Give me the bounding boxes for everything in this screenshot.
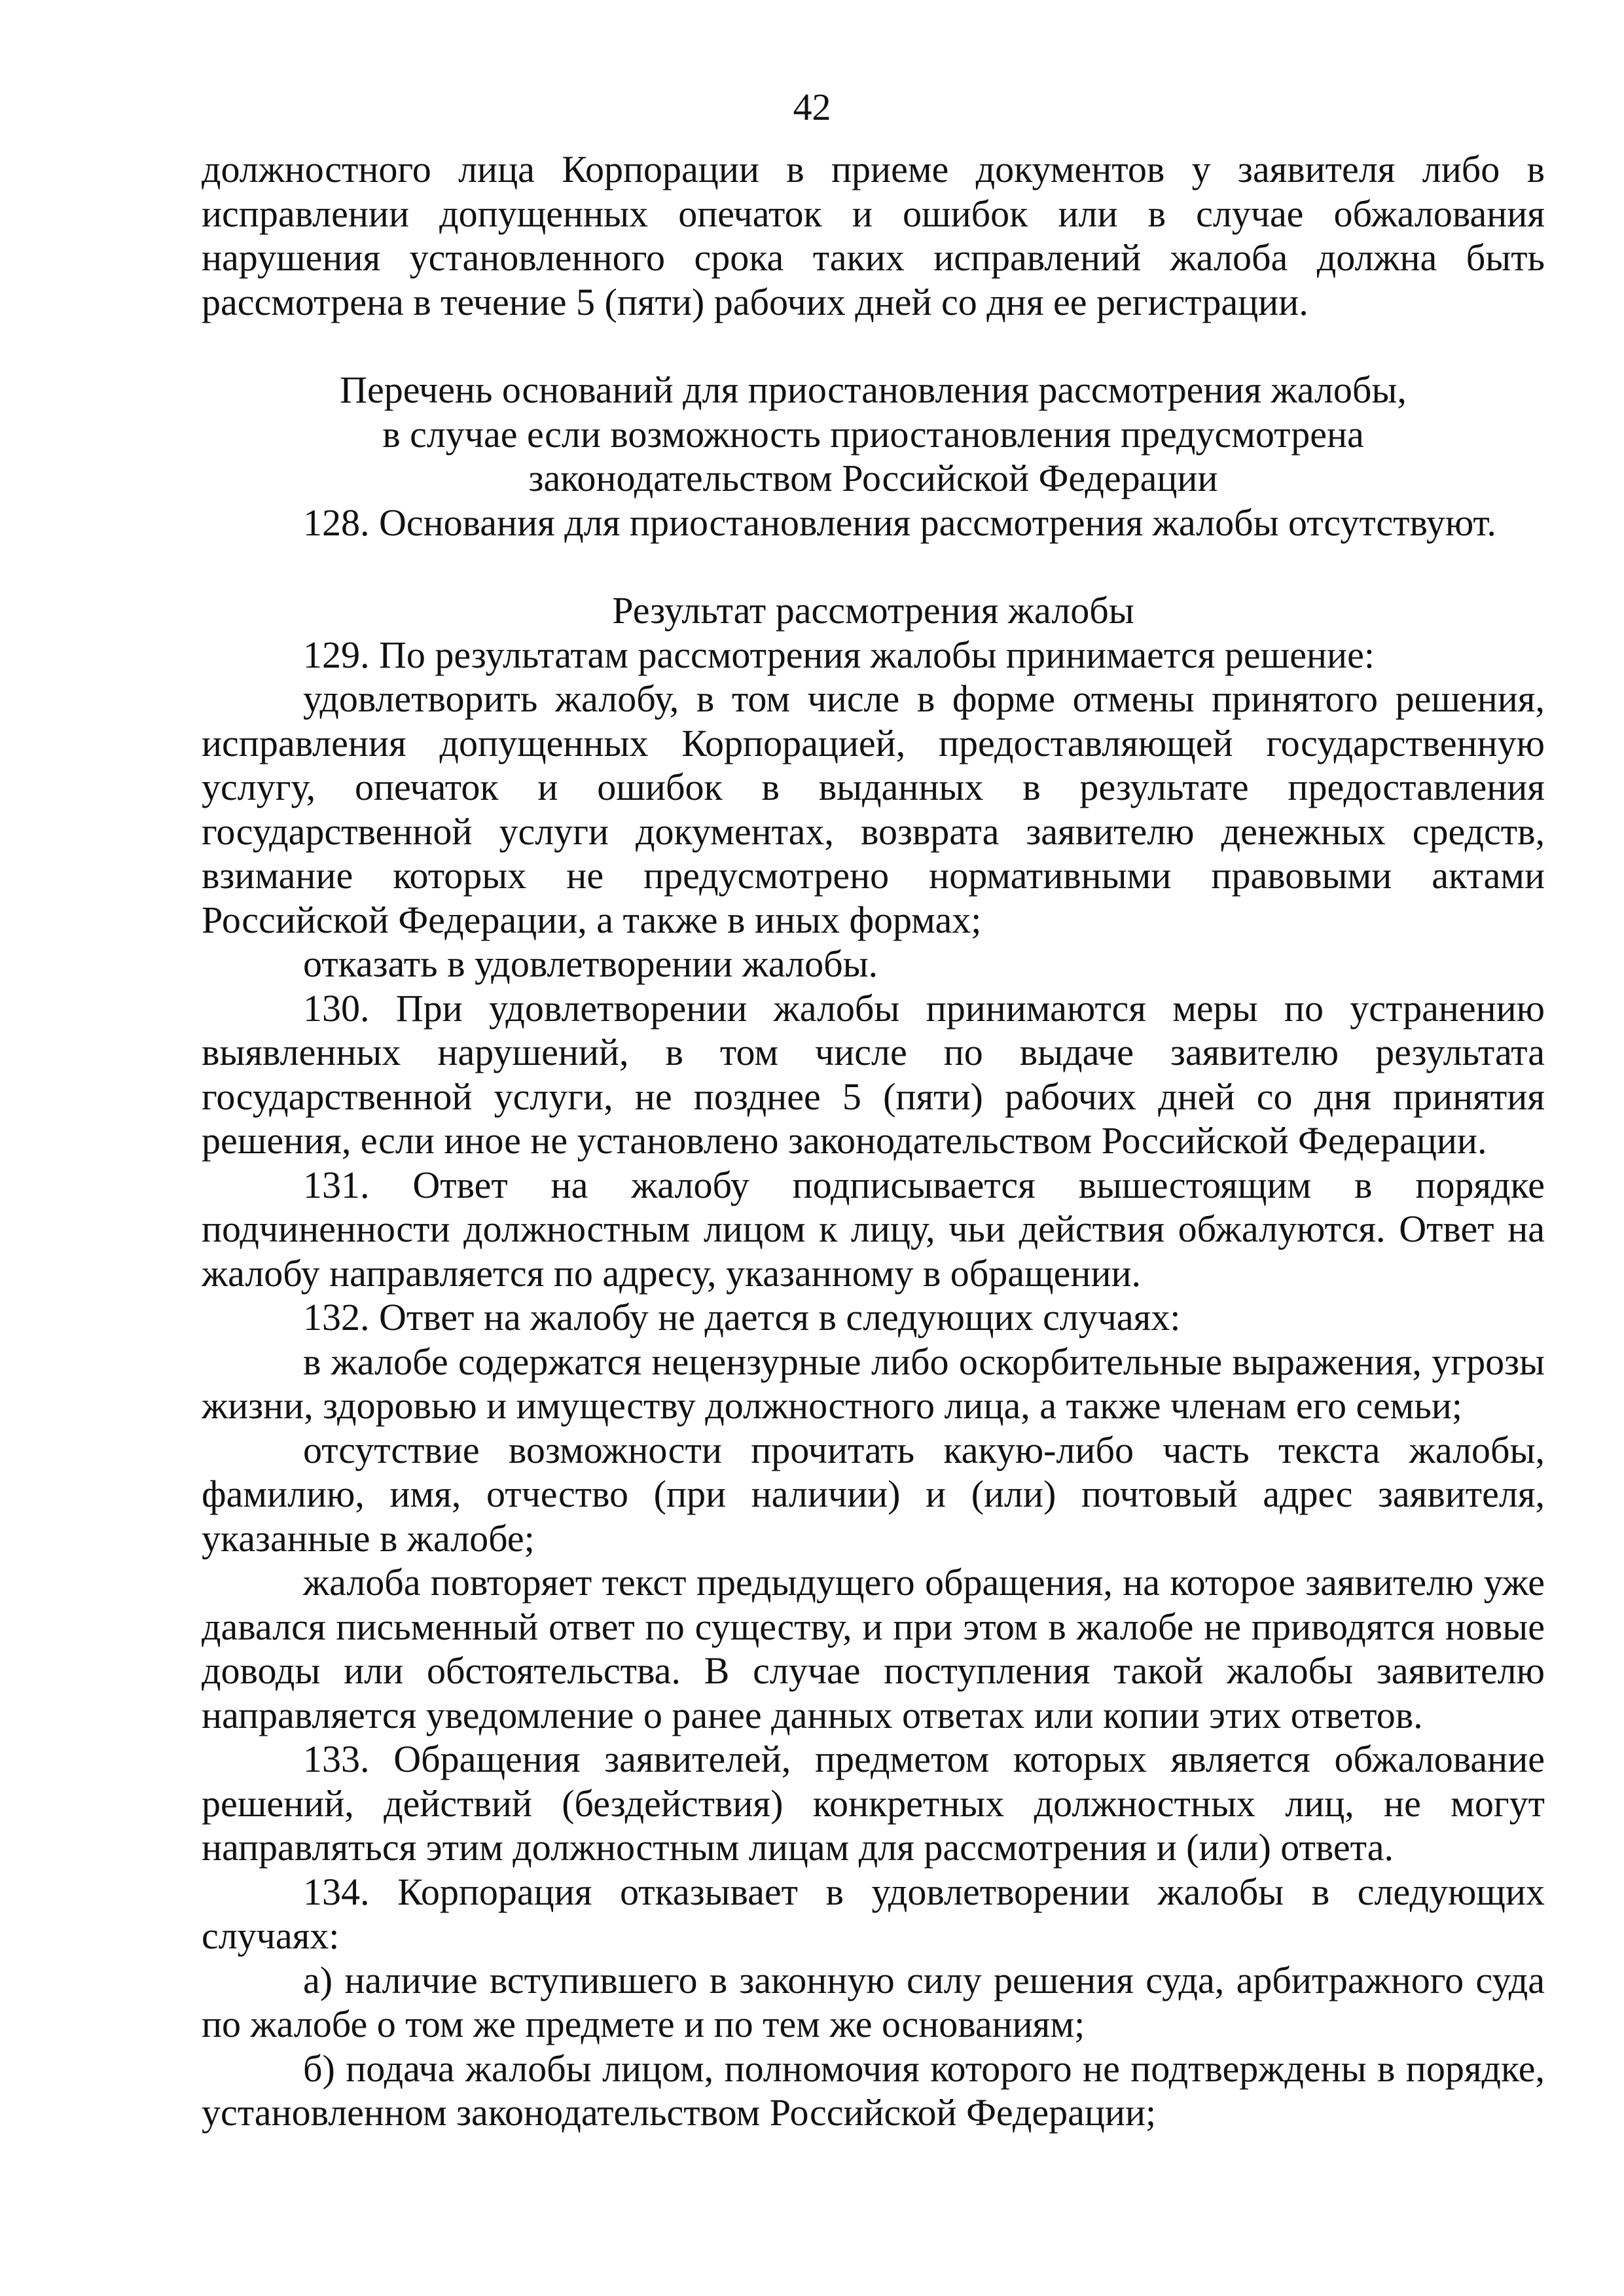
section-heading [202,368,1545,501]
paragraph: а) наличие вступившего в законную силу решения суда, арбитражного суда по жалобе о том же предмете и по тем же основаниям; [202,1958,1545,2045]
section-heading-line: в случае если возможность приостановления предусмотрена [382,412,1364,456]
paragraph: б) подача жалобы лицом, полномочия которого не подтверждены в порядке, установленном законодательством Российской Федерации; [202,2047,1545,2134]
section-gap [202,545,1545,588]
paragraph: жалоба повторяет текст предыдущего обращения, на которое заявителю уже давался письменный ответ по существу, и при этом в жалобе не приводятся новые доводы или обстоятельства. В случае поступления такой жалобы заявителю направляется уведомление о ранее данных ответах или копии этих ответов. [202,1561,1545,1736]
paragraph: в жалобе содержатся нецензурные либо оскорбительные выражения, угрозы жизни, здоровью и имуществу должностного лица, а также членам его семьи; [202,1340,1545,1427]
paragraph: отказать в удовлетворении жалобы. [303,942,878,985]
section-heading-line: Перечень оснований для приостановления рассмотрения жалобы, [340,368,1407,411]
section-gap [202,324,1545,368]
paragraph: 130. При удовлетворении жалобы принимаются меры по устранению выявленных нарушений, в том числе по выдаче заявителю результата государственной услуги, не позднее 5 (пяти) рабочих дней со дня принятия решения, если иное не установлено законодательством Российской Федерации. [202,986,1545,1162]
section-heading-line: законодательством Российской Федерации [528,457,1218,499]
paragraph: удовлетворить жалобу, в том числе в форме отмены принятого решения, исправления допущенных Корпорацией, предоставляющей государственную услугу, опечаток и ошибок в выданных в результате предоставления государственной услуги документах, возврата заявителю денежных средств, взимание которых не предусмотрено нормативными правовыми актами Российской Федерации, а также в иных формах; [202,677,1545,941]
paragraph: 134. Корпорация отказывает в удовлетворении жалобы в следующих случаях: [202,1870,1545,1957]
paragraph: 129. По результатам рассмотрения жалобы принимается решение: [303,633,1375,676]
paragraph: отсутствие возможности прочитать какую-либо часть текста жалобы, фамилию, имя, отчество (при наличии) и (или) почтовый адрес заявителя, указанные в жалобе; [202,1428,1545,1560]
page-number: 42 [793,86,831,128]
paragraph: 128. Основания для приостановления рассмотрения жалобы отсутствуют. [303,501,1496,544]
document-body [202,147,1545,2135]
paragraph: 132. Ответ на жалобу не дается в следующих случаях: [303,1296,1181,1338]
paragraph: 133. Обращения заявителей, предметом которых является обжалование решений, действий (бездействия) конкретных должностных лиц, не могут направляться этим должностным лицам для рассмотрения и (или) ответа. [202,1738,1545,1869]
paragraph: 131. Ответ на жалобу подписывается вышестоящим в порядке подчиненности должностным лицом к лицу, чьи действия обжалуются. Ответ на жалобу направляется по адресу, указанному в обращении. [202,1163,1545,1295]
paragraph: должностного лица Корпорации в приеме документов у заявителя либо в исправлении допущенных опечаток и ошибок или в случае обжалования нарушения установленного срока таких исправлений жалоба должна быть рассмотрена в течение 5 (пяти) рабочих дней со дня ее регистрации. [202,148,1545,323]
section-heading-line: Результат рассмотрения жалобы [612,589,1134,632]
section-heading [202,588,1545,633]
